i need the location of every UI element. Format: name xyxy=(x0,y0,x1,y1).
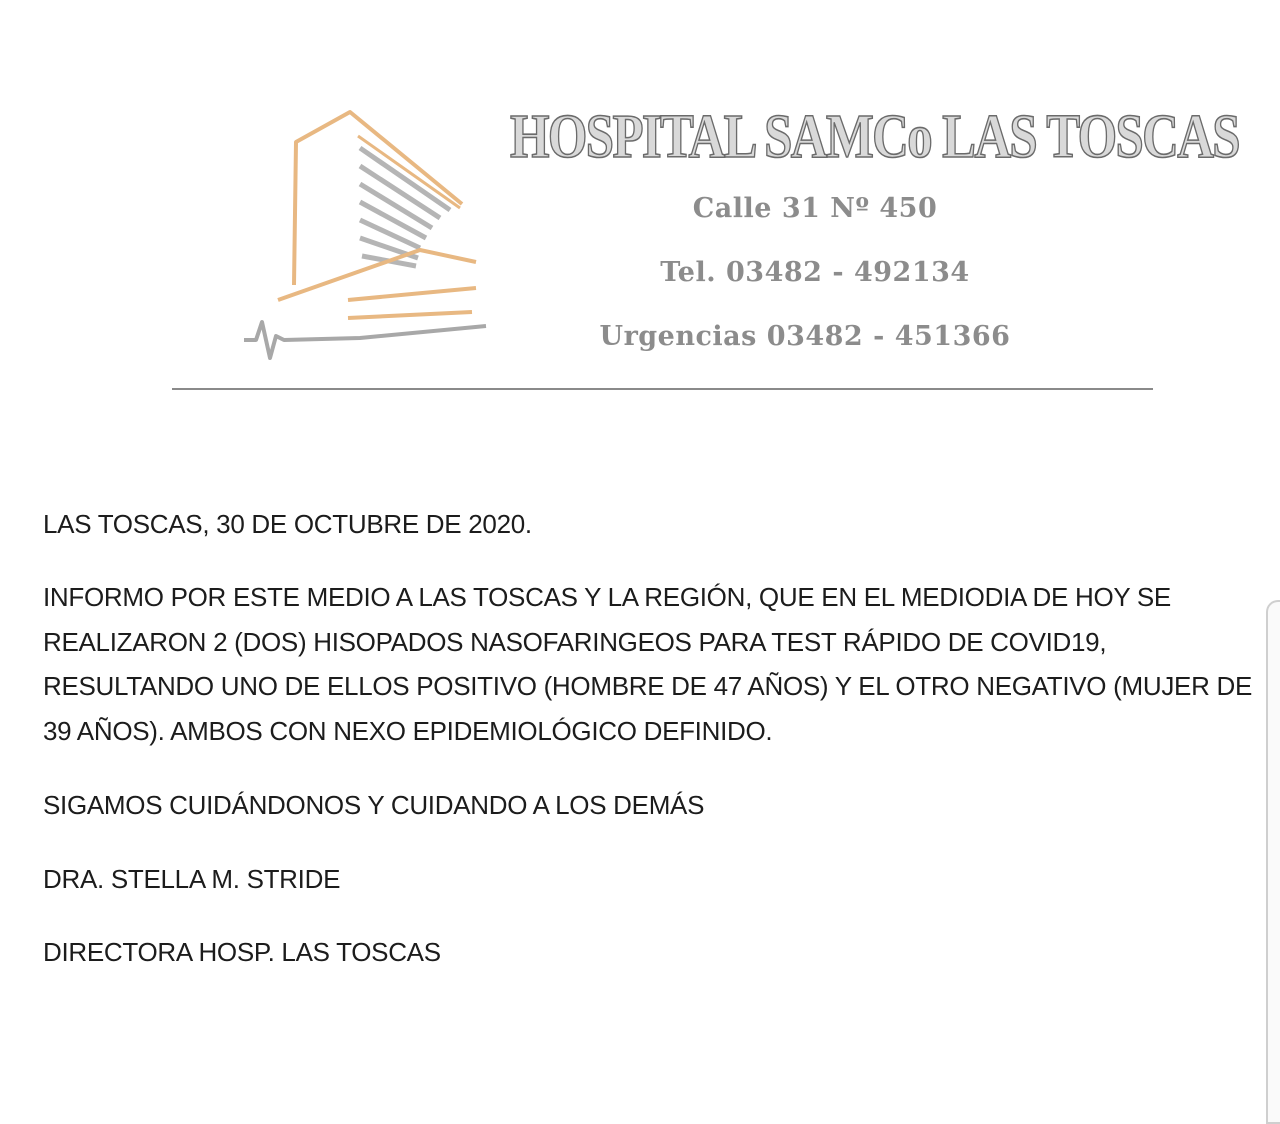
hospital-emergency-phone: Urgencias 03482 - 451366 xyxy=(599,321,1011,352)
letter-date: LAS TOSCAS, 30 DE OCTUBRE DE 2020. xyxy=(43,509,532,539)
hospital-building-logo-icon xyxy=(240,100,490,370)
letter-closing: SIGAMOS CUIDÁNDONOS Y CUIDANDO A LOS DEMÁS xyxy=(43,790,705,820)
hospital-name: HOSPITAL SAMCo LAS TOSCAS xyxy=(510,103,1239,171)
letterhead-divider xyxy=(172,388,1153,390)
letter-signer-role: DIRECTORA HOSP. LAS TOSCAS xyxy=(43,937,441,967)
letter-signer: DRA. STELLA M. STRIDE xyxy=(43,864,341,894)
hospital-phone: Tel. 03482 - 492134 xyxy=(660,257,970,288)
scrollbar[interactable] xyxy=(1266,600,1280,1124)
hospital-address: Calle 31 Nº 450 xyxy=(692,193,938,224)
letter-body: INFORMO POR ESTE MEDIO A LAS TOSCAS Y LA REGIÓN, QUE EN EL MEDIODIA DE HOY SE REALIZARON 2 (DOS) HISOPADOS NASOFARINGEOS PARA TEST RÁPIDO DE COVID19, RESULTANDO UNO DE ELLOS POSITIVO (HOMBRE DE 47 AÑOS) Y EL OTRO NEGATIVO (MUJER DE 39 AÑOS). AMBOS CON NEXO EPIDEMIOLÓGICO DEFINIDO. xyxy=(43,582,1253,746)
